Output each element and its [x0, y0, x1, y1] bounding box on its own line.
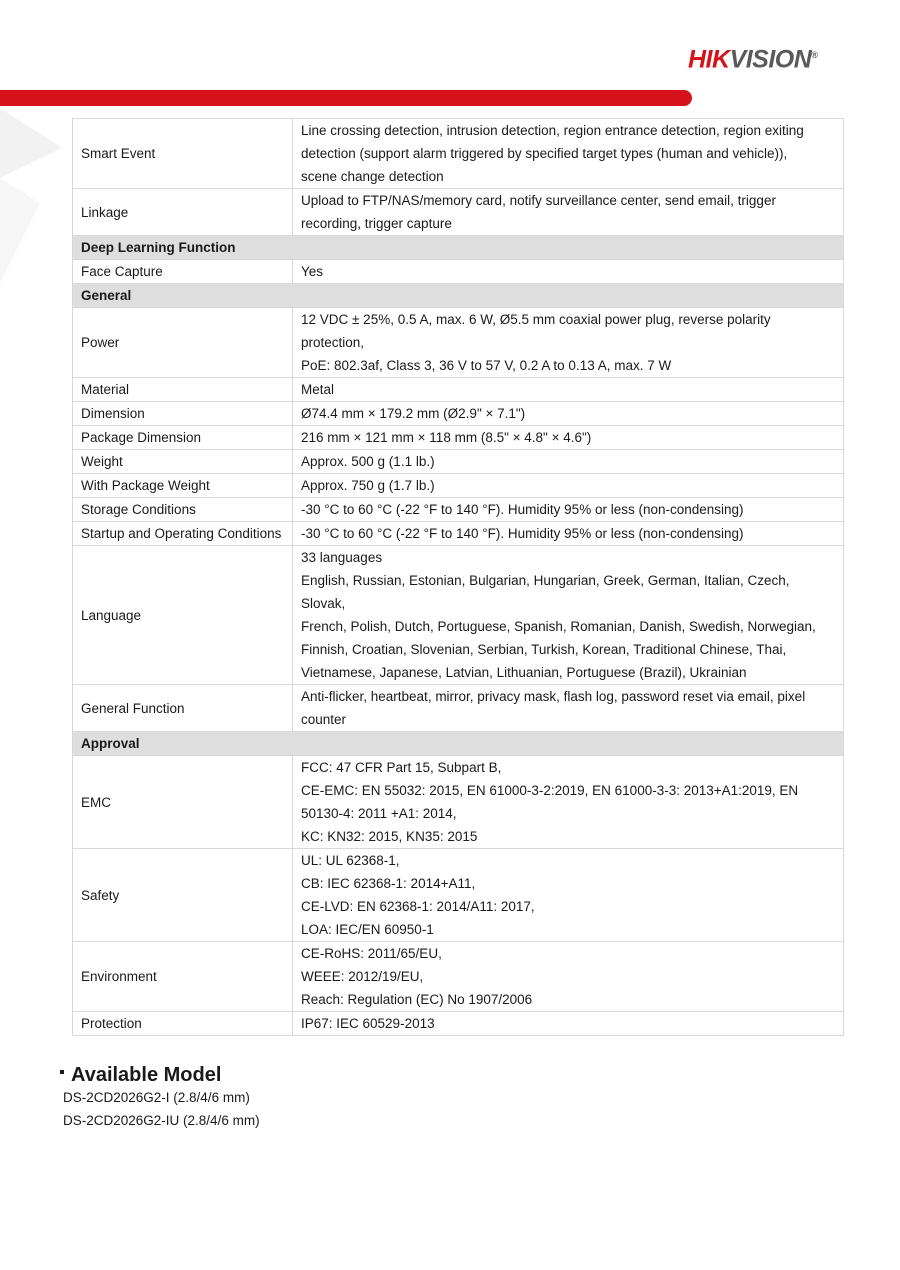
table-row [73, 426, 844, 450]
table-row [73, 498, 844, 522]
model-item: DS-2CD2026G2-IU (2.8/4/6 mm) [63, 1113, 260, 1128]
spec-label: Weight [73, 450, 293, 474]
spec-value-line: CE-EMC: EN 55032: 2015, EN 61000-3-2:2019, EN 61000-3-3: 2013+A1:2019, EN [301, 783, 799, 798]
table-row [73, 119, 844, 189]
spec-value-line: Approx. 750 g (1.7 lb.) [301, 478, 435, 493]
table-row [73, 546, 844, 685]
spec-value-line: IP67: IEC 60529-2013 [301, 1016, 435, 1031]
table-row [73, 1012, 844, 1036]
spec-label: Power [73, 308, 293, 378]
spec-value-line: LOA: IEC/EN 60950-1 [301, 922, 434, 937]
spec-value-line: detection (support alarm triggered by specified target types (human and vehicle)), [301, 146, 788, 161]
model-list [63, 1086, 260, 1132]
table-row [73, 474, 844, 498]
spec-value-line: Approx. 500 g (1.1 lb.) [301, 454, 435, 469]
spec-value-line: Line crossing detection, intrusion detection, region entrance detection, region exiting [301, 123, 804, 138]
spec-value [293, 378, 844, 402]
spec-value [293, 450, 844, 474]
spec-value-line: KC: KN32: 2015, KN35: 2015 [301, 829, 478, 844]
spec-value [293, 849, 844, 942]
section-title: Deep Learning Function [73, 236, 844, 260]
spec-value-line: counter [301, 712, 347, 727]
table-row [73, 522, 844, 546]
logo-vision: VISION [729, 45, 812, 74]
spec-value-line: 33 languages [301, 550, 383, 565]
spec-value [293, 546, 844, 685]
table-row [73, 756, 844, 849]
table-row [73, 308, 844, 378]
table-row [73, 685, 844, 732]
spec-value [293, 685, 844, 732]
watermark-decoration [0, 108, 70, 308]
spec-value-line: French, Polish, Dutch, Portuguese, Spanish, Romanian, Danish, Swedish, Norwegian, [301, 619, 816, 634]
spec-label: Storage Conditions [73, 498, 293, 522]
spec-value-line: CE-RoHS: 2011/65/EU, [301, 946, 442, 961]
spec-value [293, 1012, 844, 1036]
spec-value-line: CB: IEC 62368-1: 2014+A11, [301, 876, 476, 891]
spec-label: Startup and Operating Conditions [73, 522, 293, 546]
spec-value [293, 189, 844, 236]
header-red-bar [0, 90, 692, 106]
spec-label: Environment [73, 942, 293, 1012]
spec-value-line: 216 mm × 121 mm × 118 mm (8.5" × 4.8" × 4.6") [301, 430, 592, 445]
spec-table [72, 118, 844, 1036]
spec-value-line: -30 °C to 60 °C (-22 °F to 140 °F). Humidity 95% or less (non-condensing) [301, 526, 744, 541]
spec-value [293, 522, 844, 546]
logo-hik: HIK [688, 45, 730, 74]
spec-value [293, 474, 844, 498]
table-row [73, 450, 844, 474]
table-row [73, 849, 844, 942]
spec-value [293, 756, 844, 849]
spec-label: Safety [73, 849, 293, 942]
spec-value-line: protection, [301, 335, 365, 350]
logo-reg-mark: ® [811, 50, 818, 60]
spec-value-line: Finnish, Croatian, Slovenian, Serbian, Turkish, Korean, Traditional Chinese, Thai, [301, 642, 787, 657]
spec-value-line: PoE: 802.3af, Class 3, 36 V to 57 V, 0.2 A to 0.13 A, max. 7 W [301, 358, 672, 373]
section-title: General [73, 284, 844, 308]
spec-label: Smart Event [73, 119, 293, 189]
section-title: Approval [73, 732, 844, 756]
spec-value-line: Vietnamese, Japanese, Latvian, Lithuanian, Portuguese (Brazil), Ukrainian [301, 665, 747, 680]
spec-value-line: FCC: 47 CFR Part 15, Subpart B, [301, 760, 502, 775]
available-model-heading [60, 1062, 221, 1088]
spec-label: Language [73, 546, 293, 685]
spec-value-line: Yes [301, 264, 324, 279]
spec-label: Dimension [73, 402, 293, 426]
spec-value [293, 426, 844, 450]
spec-label: Package Dimension [73, 426, 293, 450]
spec-value-line: recording, trigger capture [301, 216, 452, 231]
section-header-row [73, 732, 844, 756]
spec-value [293, 498, 844, 522]
spec-value-line: -30 °C to 60 °C (-22 °F to 140 °F). Humidity 95% or less (non-condensing) [301, 502, 744, 517]
spec-label: With Package Weight [73, 474, 293, 498]
bullet-icon [60, 1070, 64, 1074]
hikvision-logo [688, 40, 858, 74]
spec-label: Linkage [73, 189, 293, 236]
table-row [73, 189, 844, 236]
spec-value-line: Upload to FTP/NAS/memory card, notify surveillance center, send email, trigger [301, 193, 776, 208]
spec-value-line: 12 VDC ± 25%, 0.5 A, max. 6 W, Ø5.5 mm coaxial power plug, reverse polarity [301, 312, 771, 327]
spec-value [293, 119, 844, 189]
table-row [73, 260, 844, 284]
spec-value-line: Anti-flicker, heartbeat, mirror, privacy mask, flash log, password reset via email, pixel [301, 689, 806, 704]
spec-label: General Function [73, 685, 293, 732]
table-row [73, 378, 844, 402]
spec-value-line: scene change detection [301, 169, 444, 184]
spec-label: Face Capture [73, 260, 293, 284]
spec-value [293, 260, 844, 284]
table-row [73, 402, 844, 426]
spec-value [293, 942, 844, 1012]
model-item: DS-2CD2026G2-I (2.8/4/6 mm) [63, 1090, 250, 1105]
spec-value-line: Ø74.4 mm × 179.2 mm (Ø2.9" × 7.1") [301, 406, 526, 421]
spec-label: EMC [73, 756, 293, 849]
spec-label: Protection [73, 1012, 293, 1036]
spec-value-line: Reach: Regulation (EC) No 1907/2006 [301, 992, 533, 1007]
spec-value [293, 402, 844, 426]
spec-value-line: 50130-4: 2011 +A1: 2014, [301, 806, 457, 821]
spec-value-line: UL: UL 62368-1, [301, 853, 400, 868]
available-model-title: Available Model [71, 1064, 222, 1086]
spec-value-line: Metal [301, 382, 335, 397]
spec-value-line: CE-LVD: EN 62368-1: 2014/A11: 2017, [301, 899, 535, 914]
spec-value [293, 308, 844, 378]
section-header-row [73, 284, 844, 308]
spec-value-line: English, Russian, Estonian, Bulgarian, Hungarian, Greek, German, Italian, Czech, Slovak, [301, 573, 790, 611]
spec-value-line: WEEE: 2012/19/EU, [301, 969, 424, 984]
table-row [73, 942, 844, 1012]
section-header-row [73, 236, 844, 260]
spec-label: Material [73, 378, 293, 402]
